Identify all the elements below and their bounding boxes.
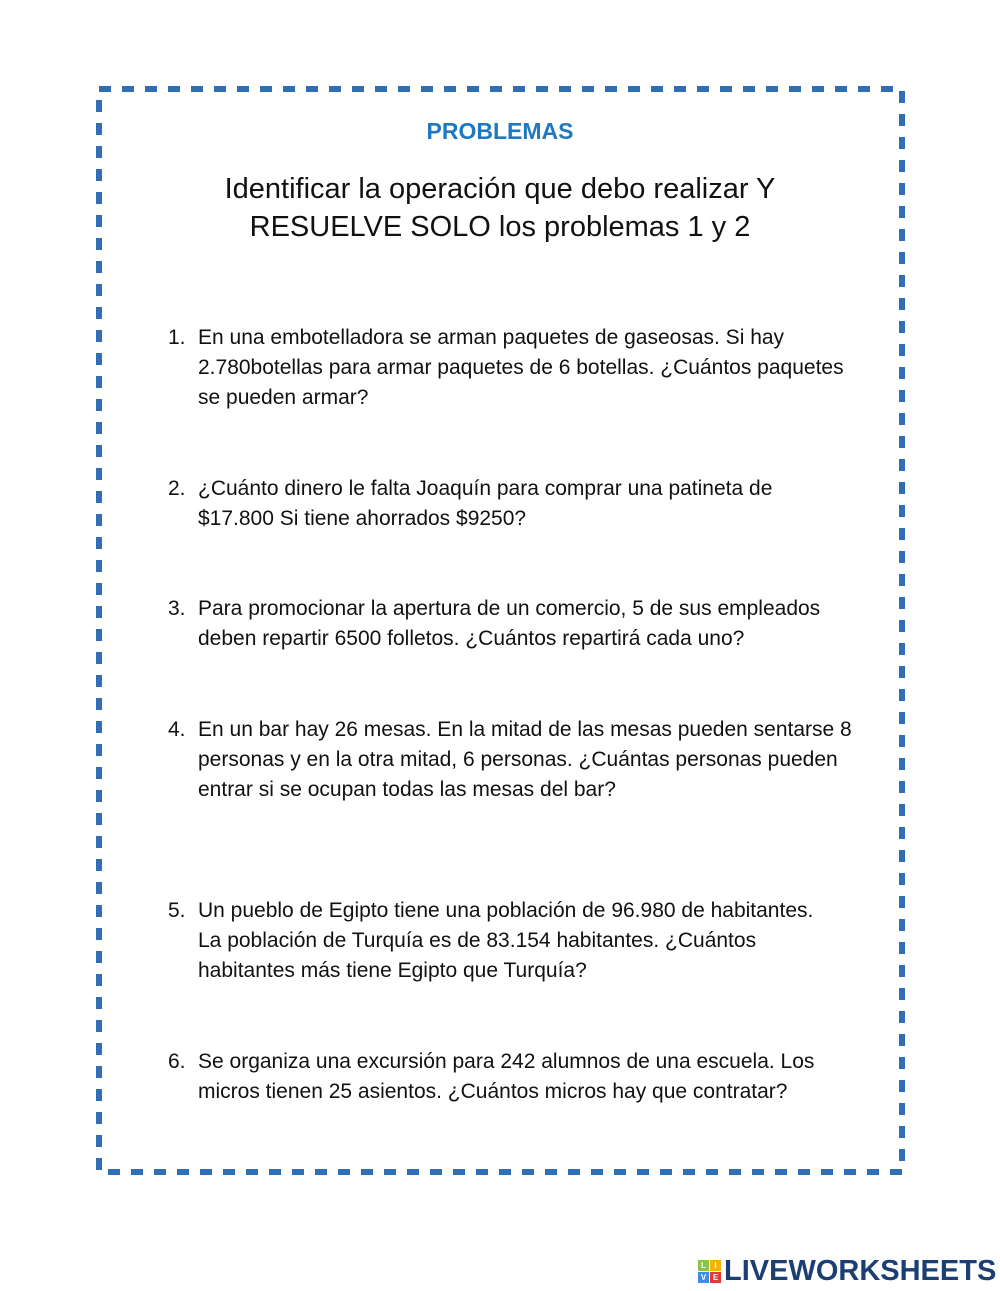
problem-5 bbox=[168, 896, 828, 986]
instructions-line-2: RESUELVE SOLO los problemas 1 y 2 bbox=[249, 211, 751, 243]
problem-number: 4. bbox=[168, 718, 186, 741]
problem-1 bbox=[168, 323, 858, 413]
liveworksheets-logo bbox=[698, 1255, 996, 1288]
problem-4 bbox=[168, 715, 858, 805]
problem-3 bbox=[168, 594, 868, 654]
instructions bbox=[100, 170, 900, 246]
problem-number: 3. bbox=[168, 597, 186, 620]
problem-text: En una embotelladora se arman paquetes de gaseosas. Si hay 2.780botellas para armar paquetes de 6 botellas. ¿Cuántos paquetes se pueden armar? bbox=[198, 326, 844, 409]
problem-text: Se organiza una excursión para 242 alumnos de una escuela. Los micros tienen 25 asientos. ¿Cuántos micros hay que contratar? bbox=[198, 1050, 815, 1103]
problem-6 bbox=[168, 1047, 868, 1107]
page-title: PROBLEMAS bbox=[426, 118, 574, 144]
problem-number: 5. bbox=[168, 899, 186, 922]
problem-number: 2. bbox=[168, 477, 186, 500]
logo-cubes-icon: L I V E bbox=[698, 1260, 721, 1283]
problem-text: Para promocionar la apertura de un comercio, 5 de sus empleados deben repartir 6500 folletos. ¿Cuántos repartirá cada uno? bbox=[198, 597, 821, 650]
problem-number: 6. bbox=[168, 1050, 186, 1073]
problem-2 bbox=[168, 474, 788, 534]
problem-text: En un bar hay 26 mesas. En la mitad de las mesas pueden sentarse 8 personas y en la otra mitad, 6 personas. ¿Cuántas personas pueden entrar si se ocupan todas las mesas del bar? bbox=[198, 718, 852, 801]
problem-text: ¿Cuánto dinero le falta Joaquín para comprar una patineta de $17.800 Si tiene ahorrados $9250? bbox=[198, 477, 773, 530]
problem-text: Un pueblo de Egipto tiene una población de 96.980 de habitantes. La población de Turquía es de 83.154 habitantes. ¿Cuántos habitantes más tiene Egipto que Turquía? bbox=[198, 899, 814, 982]
logo-text: LIVEWORKSHEETS bbox=[724, 1255, 997, 1287]
problem-number: 1. bbox=[168, 326, 186, 349]
instructions-line-1: Identificar la operación que debo realizar Y bbox=[224, 173, 776, 205]
